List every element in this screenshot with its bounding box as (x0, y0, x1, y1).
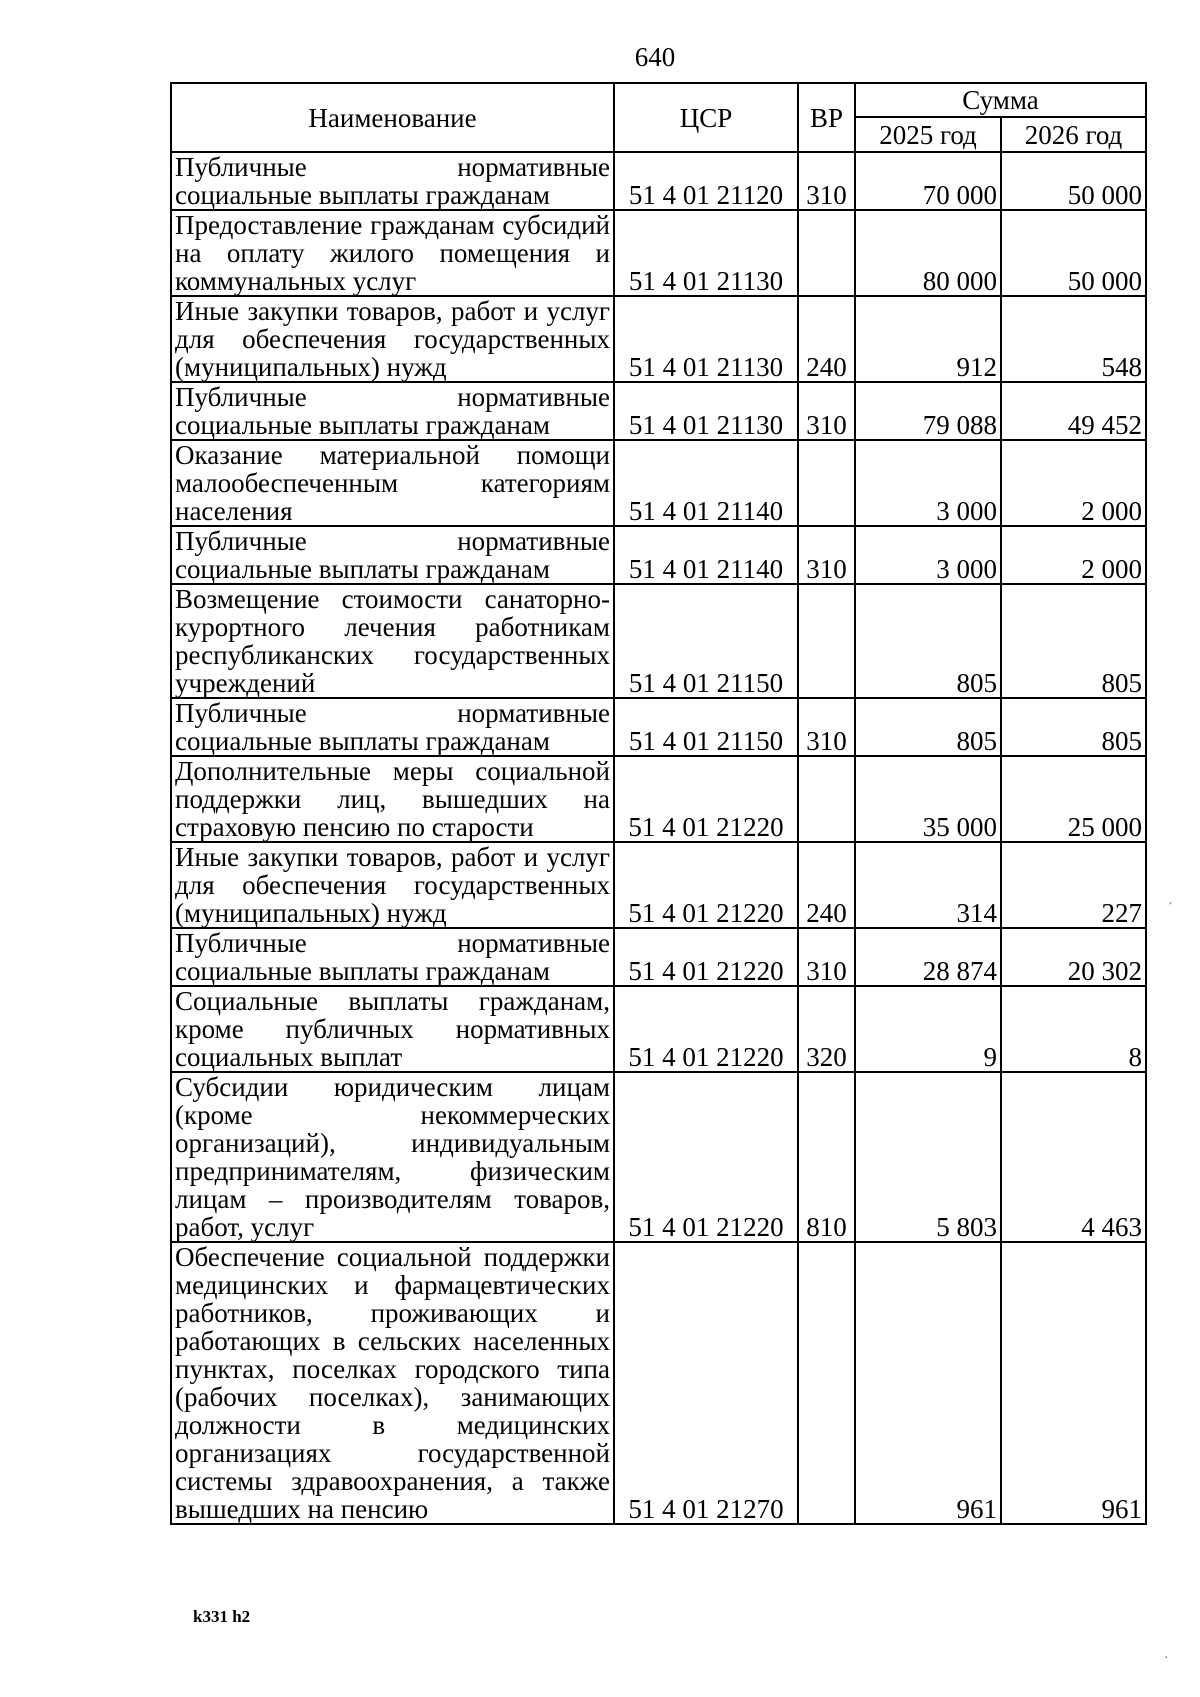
row-amount-2026-cell: 805 (1001, 584, 1146, 698)
row-amount-2026-cell: 8 (1001, 986, 1146, 1072)
row-name-cell: Публичные нормативные социальные выплаты гражданам (171, 928, 614, 986)
table-row (171, 526, 1146, 584)
header-name: Наименование (171, 83, 614, 152)
table-row (171, 210, 1146, 296)
row-name-cell: Публичные нормативные социальные выплаты гражданам (171, 526, 614, 584)
row-amount-2026-cell: 50 000 (1001, 210, 1146, 296)
table-row (171, 698, 1146, 756)
row-csr-cell: 51 4 01 21220 (614, 842, 798, 928)
row-amount-2025-cell: 961 (855, 1242, 1001, 1524)
row-csr-cell: 51 4 01 21140 (614, 440, 798, 526)
row-amount-2025-cell: 79 088 (855, 382, 1001, 440)
row-amount-2026-cell: 227 (1001, 842, 1146, 928)
row-name-cell: Субсидии юридическим лицам (кроме некоммерческих организаций), индивидуальным предпринимателям, физическим лицам – производителям товаров, работ, услуг (171, 1072, 614, 1242)
row-csr-cell: 51 4 01 21220 (614, 1072, 798, 1242)
table-row (171, 756, 1146, 842)
row-csr-cell: 51 4 01 21130 (614, 210, 798, 296)
row-amount-2025-cell: 5 803 (855, 1072, 1001, 1242)
table-row (171, 1072, 1146, 1242)
row-amount-2026-cell: 2 000 (1001, 440, 1146, 526)
row-amount-2025-cell: 9 (855, 986, 1001, 1072)
page-number: 640 (634, 42, 676, 72)
row-name-cell: Дополнительные меры социальной поддержки лиц, вышедших на страховую пенсию по старости (171, 756, 614, 842)
row-csr-cell: 51 4 01 21220 (614, 928, 798, 986)
header-sum: Сумма (855, 83, 1146, 117)
table-row (171, 986, 1146, 1072)
row-amount-2025-cell: 805 (855, 698, 1001, 756)
row-name-cell: Возмещение стоимости санаторно-курортного лечения работникам республиканских государственных учреждений (171, 584, 614, 698)
row-name-cell: Предоставление гражданам субсидий на оплату жилого помещения и коммунальных услуг (171, 210, 614, 296)
row-amount-2025-cell: 3 000 (855, 440, 1001, 526)
row-csr-cell: 51 4 01 21270 (614, 1242, 798, 1524)
row-name-cell: Публичные нормативные социальные выплаты гражданам (171, 698, 614, 756)
row-amount-2025-cell: 70 000 (855, 152, 1001, 210)
row-amount-2026-cell: 50 000 (1001, 152, 1146, 210)
row-vr-cell: 310 (798, 382, 855, 440)
scan-mark: ˊ (1168, 901, 1173, 916)
row-name-cell: Социальные выплаты гражданам, кроме публичных нормативных социальных выплат (171, 986, 614, 1072)
row-amount-2026-cell: 961 (1001, 1242, 1146, 1524)
row-csr-cell: 51 4 01 21120 (614, 152, 798, 210)
row-name-cell: Публичные нормативные социальные выплаты гражданам (171, 382, 614, 440)
row-name-cell: Публичные нормативные социальные выплаты гражданам (171, 152, 614, 210)
header-year-2025: 2025 год (855, 117, 1001, 152)
row-csr-cell: 51 4 01 21150 (614, 698, 798, 756)
row-amount-2025-cell: 35 000 (855, 756, 1001, 842)
row-csr-cell: 51 4 01 21130 (614, 296, 798, 382)
row-csr-cell: 51 4 01 21220 (614, 986, 798, 1072)
row-vr-cell: 240 (798, 842, 855, 928)
row-amount-2026-cell: 20 302 (1001, 928, 1146, 986)
row-amount-2025-cell: 805 (855, 584, 1001, 698)
table-row (171, 440, 1146, 526)
row-csr-cell: 51 4 01 21130 (614, 382, 798, 440)
header-year-2026: 2026 год (1001, 117, 1146, 152)
row-amount-2025-cell: 80 000 (855, 210, 1001, 296)
table-row (171, 584, 1146, 698)
table-row (171, 296, 1146, 382)
table-row (171, 928, 1146, 986)
table-body (171, 152, 1146, 1524)
footer-code: k331 h2 (193, 1607, 251, 1626)
row-vr-cell: 240 (798, 296, 855, 382)
row-amount-2026-cell: 49 452 (1001, 382, 1146, 440)
row-amount-2025-cell: 314 (855, 842, 1001, 928)
row-name-cell: Иные закупки товаров, работ и услуг для обеспечения государственных (муниципальных) нужд (171, 296, 614, 382)
row-vr-cell (798, 584, 855, 698)
table-row (171, 382, 1146, 440)
row-csr-cell: 51 4 01 21150 (614, 584, 798, 698)
row-vr-cell: 310 (798, 928, 855, 986)
row-name-cell: Иные закупки товаров, работ и услуг для обеспечения государственных (муниципальных) нужд (171, 842, 614, 928)
row-amount-2025-cell: 28 874 (855, 928, 1001, 986)
row-name-cell: Обеспечение социальной поддержки медицинских и фармацевтических работников, проживающих и работающих в сельских населенных пунктах, поселках городского типа (рабочих поселках), занимающих должности в медицинских организациях государственной системы здравоохранения, а также вышедших на пенсию (171, 1242, 614, 1524)
row-vr-cell: 310 (798, 526, 855, 584)
table-row (171, 1242, 1146, 1524)
row-csr-cell: 51 4 01 21220 (614, 756, 798, 842)
header-vr: ВР (798, 83, 855, 152)
header-csr: ЦСР (614, 83, 798, 152)
row-vr-cell (798, 1242, 855, 1524)
row-vr-cell: 310 (798, 698, 855, 756)
budget-table (170, 82, 1147, 1525)
row-amount-2025-cell: 3 000 (855, 526, 1001, 584)
row-amount-2026-cell: 2 000 (1001, 526, 1146, 584)
row-amount-2026-cell: 805 (1001, 698, 1146, 756)
row-vr-cell (798, 440, 855, 526)
row-amount-2026-cell: 4 463 (1001, 1072, 1146, 1242)
row-vr-cell: 310 (798, 152, 855, 210)
row-amount-2026-cell: 548 (1001, 296, 1146, 382)
scan-mark: · (1164, 1651, 1169, 1666)
table-row (171, 152, 1146, 210)
row-vr-cell: 810 (798, 1072, 855, 1242)
row-vr-cell: 320 (798, 986, 855, 1072)
row-amount-2026-cell: 25 000 (1001, 756, 1146, 842)
row-vr-cell (798, 210, 855, 296)
row-amount-2025-cell: 912 (855, 296, 1001, 382)
row-csr-cell: 51 4 01 21140 (614, 526, 798, 584)
row-vr-cell (798, 756, 855, 842)
row-name-cell: Оказание материальной помощи малообеспеченным категориям населения (171, 440, 614, 526)
table-row (171, 842, 1146, 928)
